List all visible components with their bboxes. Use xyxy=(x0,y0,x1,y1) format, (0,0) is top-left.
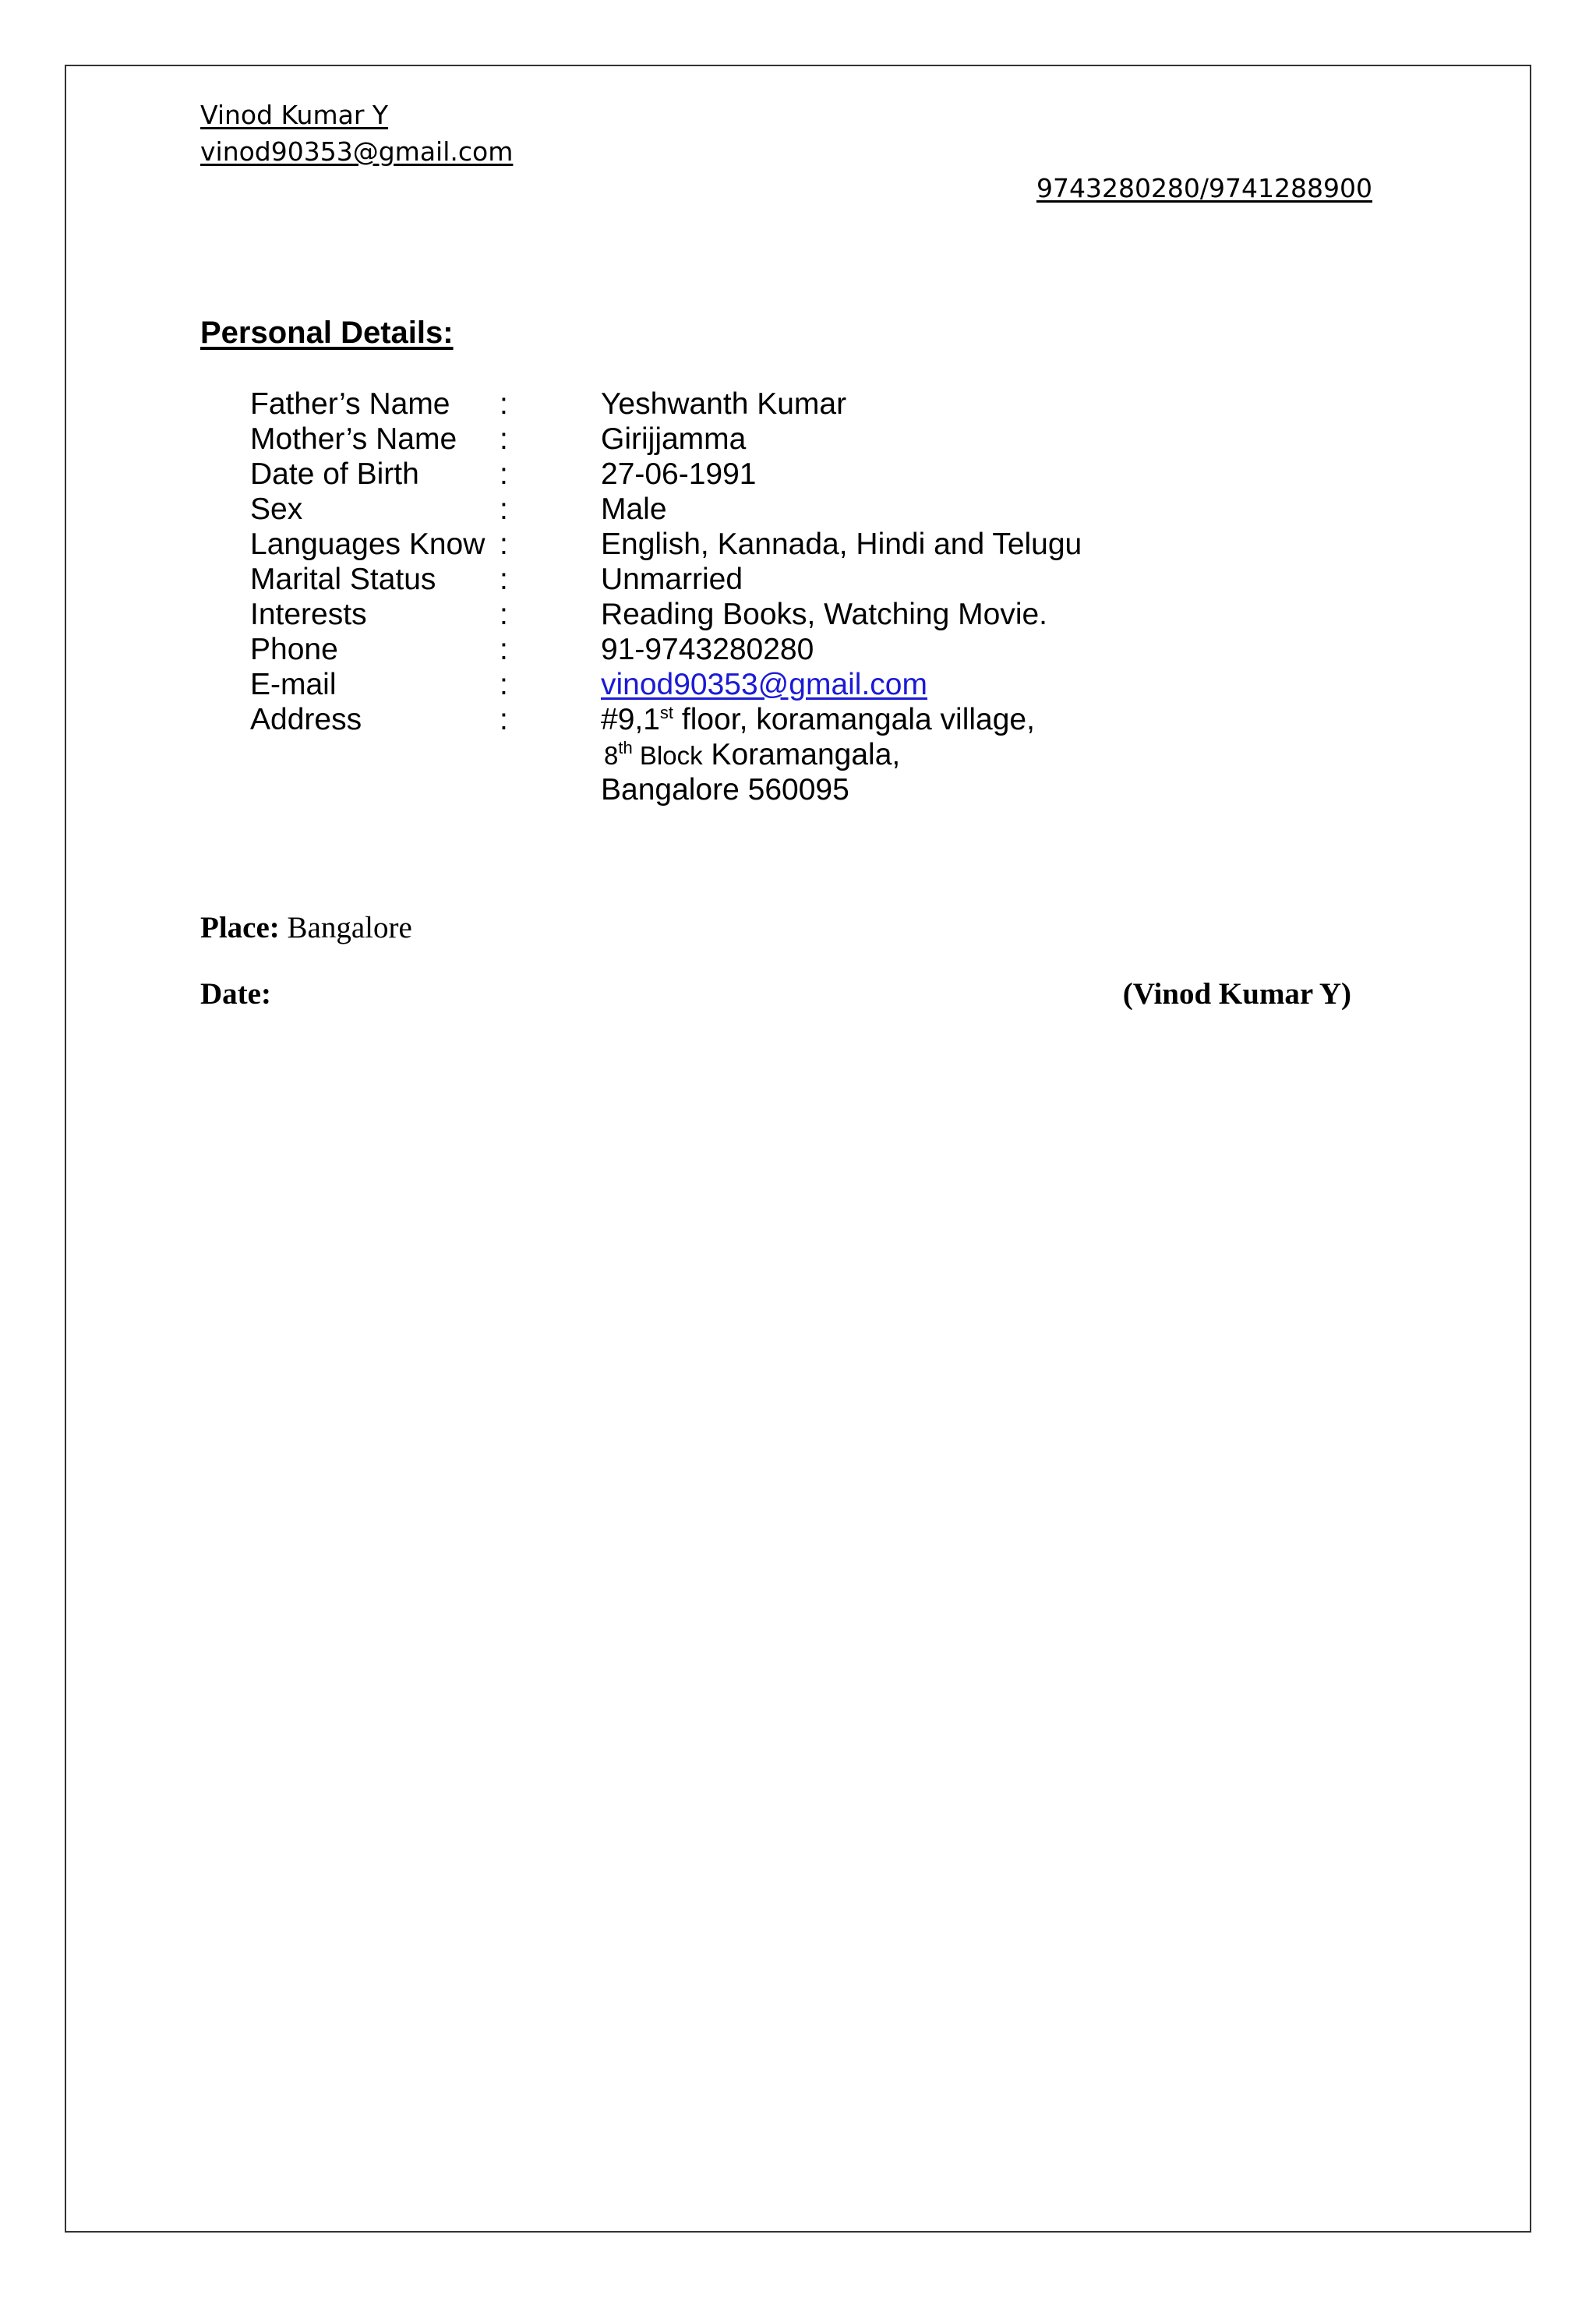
address-line-1-sup: st xyxy=(659,703,674,722)
address-line-1 xyxy=(601,702,1035,737)
detail-label: Interests xyxy=(250,598,367,631)
detail-separator: : xyxy=(500,703,508,736)
detail-value: Unmarried xyxy=(601,563,743,596)
detail-row-address xyxy=(250,702,1263,737)
address-line-2-sup: th xyxy=(618,738,633,757)
detail-separator: : xyxy=(500,457,508,491)
detail-label: Date of Birth xyxy=(250,457,419,491)
address-line-2 xyxy=(604,737,900,773)
personal-details-heading: Personal Details: xyxy=(200,316,454,350)
address-line-2-prefix: 8 xyxy=(604,741,619,770)
detail-label: Mother’s Name xyxy=(250,422,457,456)
signature-name: (Vinod Kumar Y) xyxy=(1122,977,1351,1011)
detail-separator: : xyxy=(500,422,508,456)
detail-label: Address xyxy=(250,703,362,736)
detail-label: Phone xyxy=(250,633,338,666)
address-line-3: Bangalore 560095 xyxy=(601,773,849,807)
detail-separator: : xyxy=(500,387,508,421)
detail-value: Yeshwanth Kumar xyxy=(601,387,847,421)
detail-label: Sex xyxy=(250,492,303,526)
detail-value: 27-06-1991 xyxy=(601,457,757,491)
detail-value: 91-9743280280 xyxy=(601,633,814,666)
detail-row-phone xyxy=(250,632,1263,667)
personal-details-table xyxy=(250,387,1263,807)
detail-row-mothers-name xyxy=(250,422,1263,457)
detail-value: Male xyxy=(601,492,667,526)
address-line-2-suffix: Koramangala, xyxy=(702,738,901,771)
address-line-1-prefix: #9,1 xyxy=(601,703,660,736)
detail-label: Father’s Name xyxy=(250,387,450,421)
detail-separator: : xyxy=(500,598,508,631)
detail-label: Marital Status xyxy=(250,563,436,596)
detail-separator: : xyxy=(500,668,508,701)
place-line xyxy=(200,910,412,945)
detail-row-email xyxy=(250,667,1263,702)
detail-row-sex xyxy=(250,492,1263,527)
detail-value: English, Kannada, Hindi and Telugu xyxy=(601,528,1082,561)
detail-row-marital-status xyxy=(250,562,1263,597)
address-line-2-row xyxy=(250,737,1263,772)
header-phones: 9743280280/9741288900 xyxy=(1036,173,1372,203)
detail-separator: : xyxy=(500,563,508,596)
header-email[interactable]: vinod90353@gmail.com xyxy=(200,136,514,167)
address-line-1-suffix: floor, koramangala village, xyxy=(673,703,1035,736)
detail-separator: : xyxy=(500,492,508,526)
detail-row-languages xyxy=(250,527,1263,562)
detail-value: Reading Books, Watching Movie. xyxy=(601,598,1048,631)
detail-separator: : xyxy=(500,528,508,561)
email-link[interactable]: vinod90353@gmail.com xyxy=(601,668,927,701)
detail-separator: : xyxy=(500,633,508,666)
place-value: Bangalore xyxy=(279,911,412,944)
detail-row-fathers-name xyxy=(250,387,1263,422)
date-label: Date: xyxy=(200,977,271,1011)
detail-label: Languages Know xyxy=(250,528,486,561)
detail-value: Girijjamma xyxy=(601,422,747,456)
header-name: Vinod Kumar Y xyxy=(200,100,389,130)
detail-value xyxy=(601,667,927,702)
address-line-2-block: Block xyxy=(632,741,703,770)
detail-label: E-mail xyxy=(250,668,337,701)
place-label: Place: xyxy=(200,911,280,944)
detail-row-date-of-birth xyxy=(250,457,1263,492)
detail-row-interests xyxy=(250,597,1263,632)
address-line-3-row xyxy=(250,772,1263,807)
